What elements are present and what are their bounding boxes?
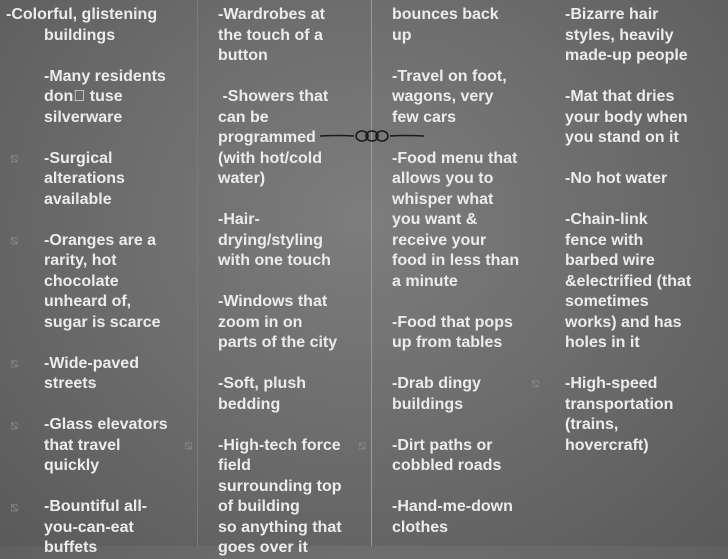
text-line: -High-tech force (218, 436, 341, 454)
text-line: allows you to (392, 170, 494, 187)
text-line: streets (44, 375, 97, 392)
text-line: bounces back (392, 6, 499, 23)
text-line: fence with (565, 231, 644, 249)
text-line: barbed wire (565, 252, 655, 269)
text-line: wagons, very (392, 88, 494, 105)
text-line: -Food that pops (392, 313, 513, 331)
text-line: clothes (392, 518, 449, 536)
text-line: buildings (392, 395, 464, 413)
text-line: -Mat that dries (565, 88, 675, 105)
text-line: -Dirt paths or (392, 436, 493, 454)
text-line: -Hand-me-down (392, 498, 513, 515)
text-line: -Bizarre hair (565, 6, 659, 23)
text-line: -Travel on foot, (392, 67, 507, 85)
text-line: with one touch (218, 252, 331, 269)
text-line: buildings (44, 26, 116, 44)
text-line: made-up people (565, 47, 688, 64)
text-line: hovercraft) (565, 436, 649, 454)
text-line: don tuse (44, 88, 111, 105)
column-4 (565, 5, 691, 456)
text-line: sugar is scarce (44, 313, 161, 331)
text-line: -Drab dingy (392, 375, 481, 392)
text-line: sometimes (565, 293, 649, 310)
text-line: field (218, 457, 251, 474)
text-line: a minute (392, 272, 458, 290)
column-divider (197, 0, 198, 546)
text-line: alterations (44, 170, 125, 187)
text-line: buffets (44, 539, 98, 556)
text-line: up (392, 26, 412, 44)
text-line: -Chain-link (565, 211, 648, 228)
hollow-arrow-bullet-icon: ⧅ (184, 438, 193, 453)
column-3 (392, 5, 519, 538)
text-line: you-can-eat (44, 518, 134, 536)
text-line: -Hair- (218, 211, 260, 228)
text-line: water) (218, 170, 266, 187)
column-2 (218, 5, 342, 559)
text-line: -Many residents (44, 67, 166, 85)
text-line: (trains, (565, 416, 619, 433)
text-line: available (44, 190, 112, 208)
text-line: rarity, hot (44, 252, 117, 269)
text-line: -Wide-paved (44, 354, 139, 372)
text-line: -No hot water (565, 170, 668, 187)
center-divider (371, 0, 372, 546)
text-line: up from tables (392, 334, 503, 351)
text-line: -Wardrobes at (218, 6, 325, 23)
hollow-arrow-bullet-icon: ⧅ (531, 376, 540, 391)
text-line: that travel (44, 436, 121, 454)
text-line: unheard of, (44, 293, 132, 310)
text-line: -Windows that (218, 293, 328, 310)
hollow-arrow-bullet-icon: ⧅ (10, 233, 19, 248)
text-line: -Glass elevators (44, 416, 168, 433)
text-line: whisper what (392, 190, 494, 208)
text-line: food in less than (392, 252, 520, 269)
text-line: goes over it (218, 539, 308, 556)
text-line: of building (218, 498, 300, 515)
text-line: -High-speed (565, 375, 658, 392)
text-line: programmed (218, 129, 316, 146)
text-line: -Bountiful all- (44, 498, 148, 515)
text-line: -Oranges are a (44, 231, 157, 249)
text-line: -Colorful, glistening (6, 6, 158, 23)
text-line: -Showers that (218, 88, 329, 105)
text-line: transportation (565, 395, 674, 413)
text-line: quickly (44, 457, 100, 474)
text-line: can be (218, 108, 269, 126)
text-line: surrounding top (218, 477, 342, 495)
text-line: zoom in on (218, 313, 303, 331)
text-line: parts of the city (218, 334, 338, 351)
text-line: few cars (392, 108, 457, 126)
text-line: receive your (392, 231, 487, 249)
text-line: so anything that (218, 518, 342, 536)
text-line: chocolate (44, 272, 119, 290)
hollow-arrow-bullet-icon: ⧅ (10, 356, 19, 371)
text-line: bedding (218, 395, 281, 413)
hollow-arrow-bullet-icon: ⧅ (10, 418, 19, 433)
text-line: holes in it (565, 334, 640, 351)
text-line: cobbled roads (392, 457, 502, 474)
text-line: styles, heavily (565, 26, 674, 44)
text-line: your body when (565, 108, 688, 126)
hollow-arrow-bullet-icon: ⧅ (10, 500, 19, 515)
text-line: button (218, 47, 268, 64)
text-line: works) and has (565, 313, 682, 331)
text-line: -Food menu that (392, 149, 518, 167)
text-line: you want & (392, 211, 478, 228)
hollow-arrow-bullet-icon: ⧅ (358, 438, 367, 453)
hollow-arrow-bullet-icon: ⧅ (10, 151, 19, 166)
text-line: silverware (44, 108, 123, 126)
text-line: the touch of a (218, 26, 323, 44)
column-1 (6, 5, 168, 559)
text-line: (with hot/cold (218, 149, 322, 167)
text-line: -Surgical (44, 149, 113, 167)
text-line: you stand on it (565, 129, 679, 146)
text-line: -Soft, plush (218, 375, 306, 392)
text-line: drying/styling (218, 231, 323, 249)
text-line: &electrified (that (565, 272, 692, 290)
